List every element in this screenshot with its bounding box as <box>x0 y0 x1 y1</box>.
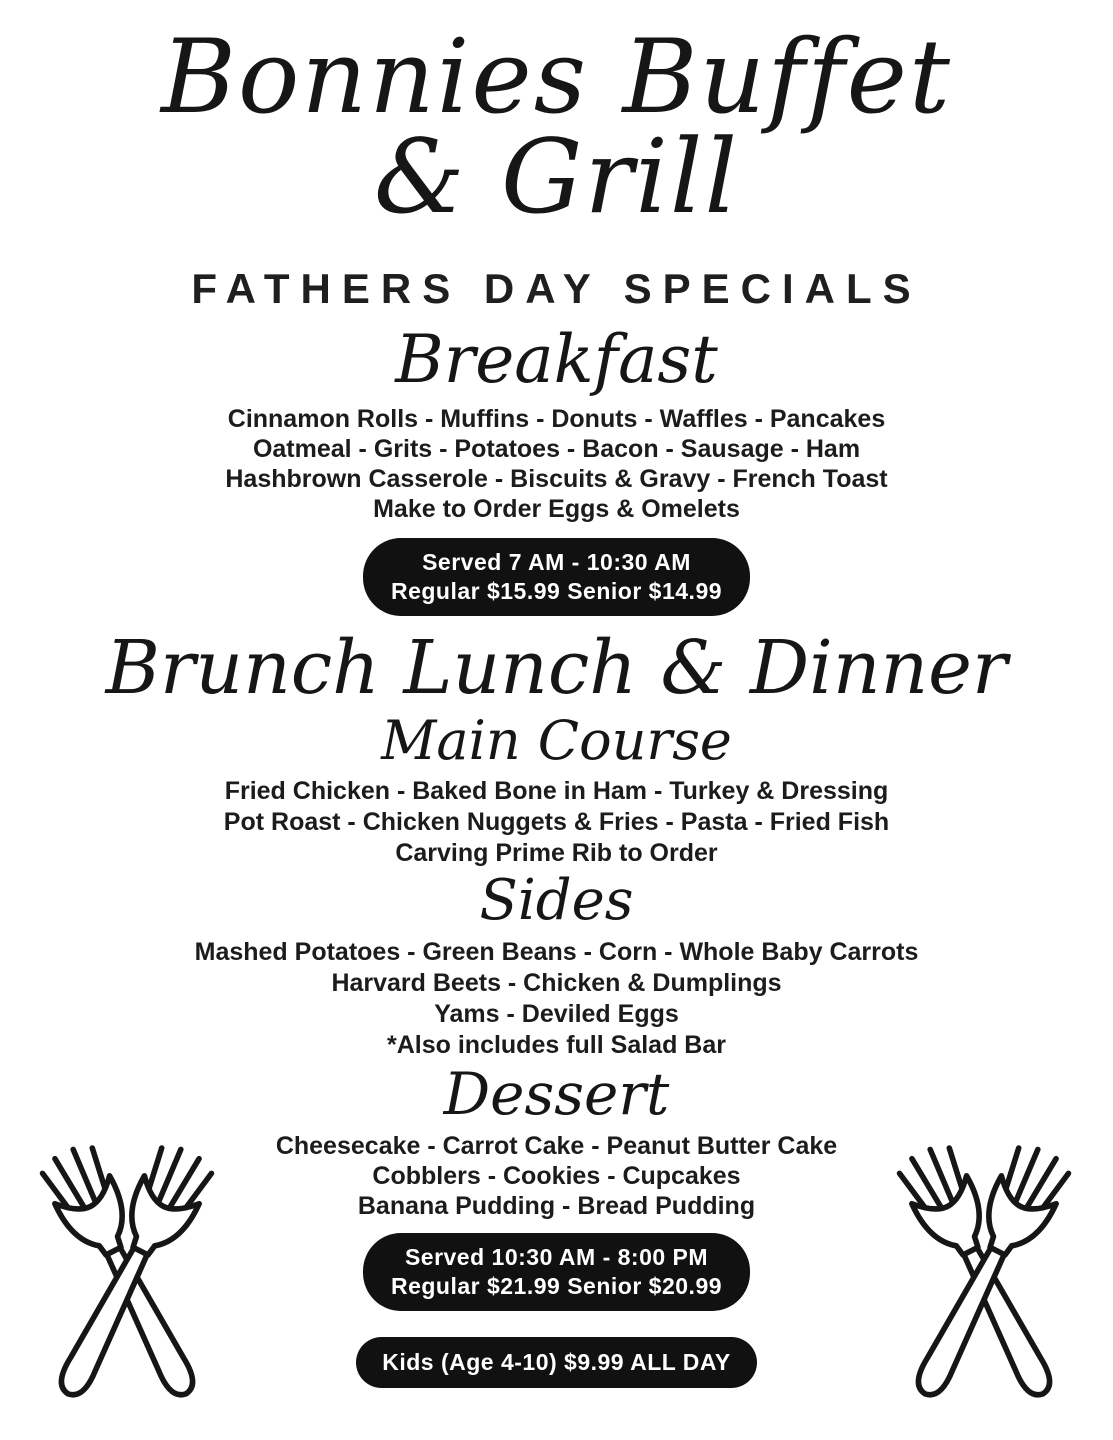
breakfast-price-badge <box>363 538 750 616</box>
dinner-price-badge <box>363 1233 750 1311</box>
badge-served-line: Served 10:30 AM - 8:00 PM <box>404 1244 709 1270</box>
menu-line: Pot Roast - Chicken Nuggets & Fries - Pasta - Fried Fish <box>223 808 890 836</box>
menu-line: Make to Order Eggs & Omelets <box>373 495 740 523</box>
menu-line: Oatmeal - Grits - Potatoes - Bacon - Sausage - Ham <box>252 435 861 463</box>
menu-line: Mashed Potatoes - Green Beans - Corn - Whole Baby Carrots <box>194 938 919 966</box>
menu-line: Cinnamon Rolls - Muffins - Donuts - Waffles - Pancakes <box>227 405 886 433</box>
menu-line: Cobblers - Cookies - Cupcakes <box>372 1162 741 1190</box>
breakfast-items <box>0 404 1113 524</box>
title-line1: Bonnies Buffet <box>160 18 952 137</box>
badge-price-line: Regular $21.99 Senior $20.99 <box>390 1273 723 1299</box>
restaurant-title <box>0 0 1113 237</box>
event-subtitle: FATHERS DAY SPECIALS <box>191 265 922 312</box>
menu-line: *Also includes full Salad Bar <box>387 1031 726 1059</box>
menu-line: Fried Chicken - Baked Bone in Ham - Turkey & Dressing <box>224 777 889 805</box>
sides-items <box>0 937 1113 1061</box>
brunch-lunch-dinner-heading: Brunch Lunch & Dinner <box>105 625 1008 711</box>
main-course-heading: Main Course <box>381 709 732 772</box>
menu-line: Banana Pudding - Bread Pudding <box>357 1192 756 1220</box>
title-line2: & Grill <box>373 118 740 237</box>
menu-line: Hashbrown Casserole - Biscuits & Gravy - French Toast <box>225 465 888 493</box>
menu-line: Yams - Deviled Eggs <box>434 1000 679 1028</box>
badge-price-line: Regular $15.99 Senior $14.99 <box>390 578 723 604</box>
section-breakfast <box>0 320 1113 616</box>
menu-line: Harvard Beets - Chicken & Dumplings <box>331 969 782 997</box>
badge-served-line: Served 7 AM - 10:30 AM <box>422 549 691 575</box>
crossed-forks-icon <box>863 1114 1105 1432</box>
crossed-forks-icon <box>6 1114 248 1432</box>
menu-line: Cheesecake - Carrot Cake - Peanut Butter Cake <box>275 1132 838 1160</box>
kids-price-badge <box>356 1337 757 1388</box>
menu-line: Carving Prime Rib to Order <box>395 839 718 867</box>
sides-heading: Sides <box>479 868 634 933</box>
main-course-items <box>0 776 1113 869</box>
dessert-heading: Dessert <box>443 1060 670 1128</box>
badge-kids-line: Kids (Age 4-10) $9.99 ALL DAY <box>382 1349 731 1375</box>
breakfast-heading: Breakfast <box>395 321 718 398</box>
